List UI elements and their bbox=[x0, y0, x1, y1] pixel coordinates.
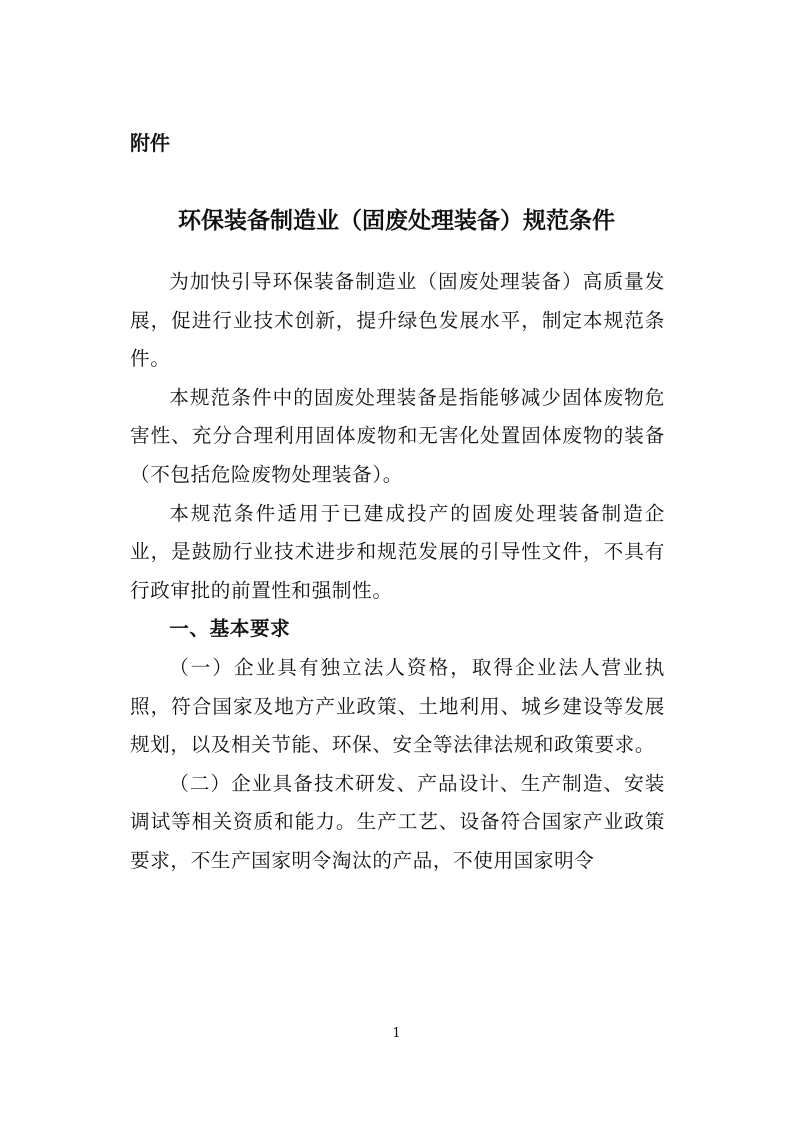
requirement-item-2: （二）企业具备技术研发、产品设计、生产制造、安装调试等相关资质和能力。生产工艺、设备符合国家产业政策要求，不生产国家明令淘汰的产品，不使用国家明令 bbox=[130, 771, 665, 872]
page-number: 1 bbox=[392, 1026, 401, 1041]
document-title: 环保装备制造业（固废处理装备）规范条件 bbox=[178, 208, 615, 234]
section-heading-basic-requirements: 一、基本要求 bbox=[169, 617, 291, 641]
requirement-item-1: （一）企业具有独立法人资格，取得企业法人营业执照，符合国家及地方产业政策、土地利用、城乡建设等发展规划，以及相关节能、环保、安全等法律法规和政策要求。 bbox=[130, 655, 665, 757]
document-body bbox=[130, 263, 665, 881]
intro-paragraph: 为加快引导环保装备制造业（固废处理装备）高质量发展，促进行业技术创新，提升绿色发展水平，制定本规范条件。 bbox=[130, 270, 665, 371]
attachment-label: 附件 bbox=[130, 131, 170, 155]
scope-definition-paragraph: 本规范条件中的固废处理装备是指能够减少固体废物危害性、充分合理利用固体废物和无害化处置固体废物的装备（不包括危险废物处理装备）。 bbox=[130, 385, 665, 486]
applicability-paragraph: 本规范条件适用于已建成投产的固废处理装备制造企业，是鼓励行业技术进步和规范发展的引导性文件，不具有行政审批的前置性和强制性。 bbox=[130, 501, 665, 602]
